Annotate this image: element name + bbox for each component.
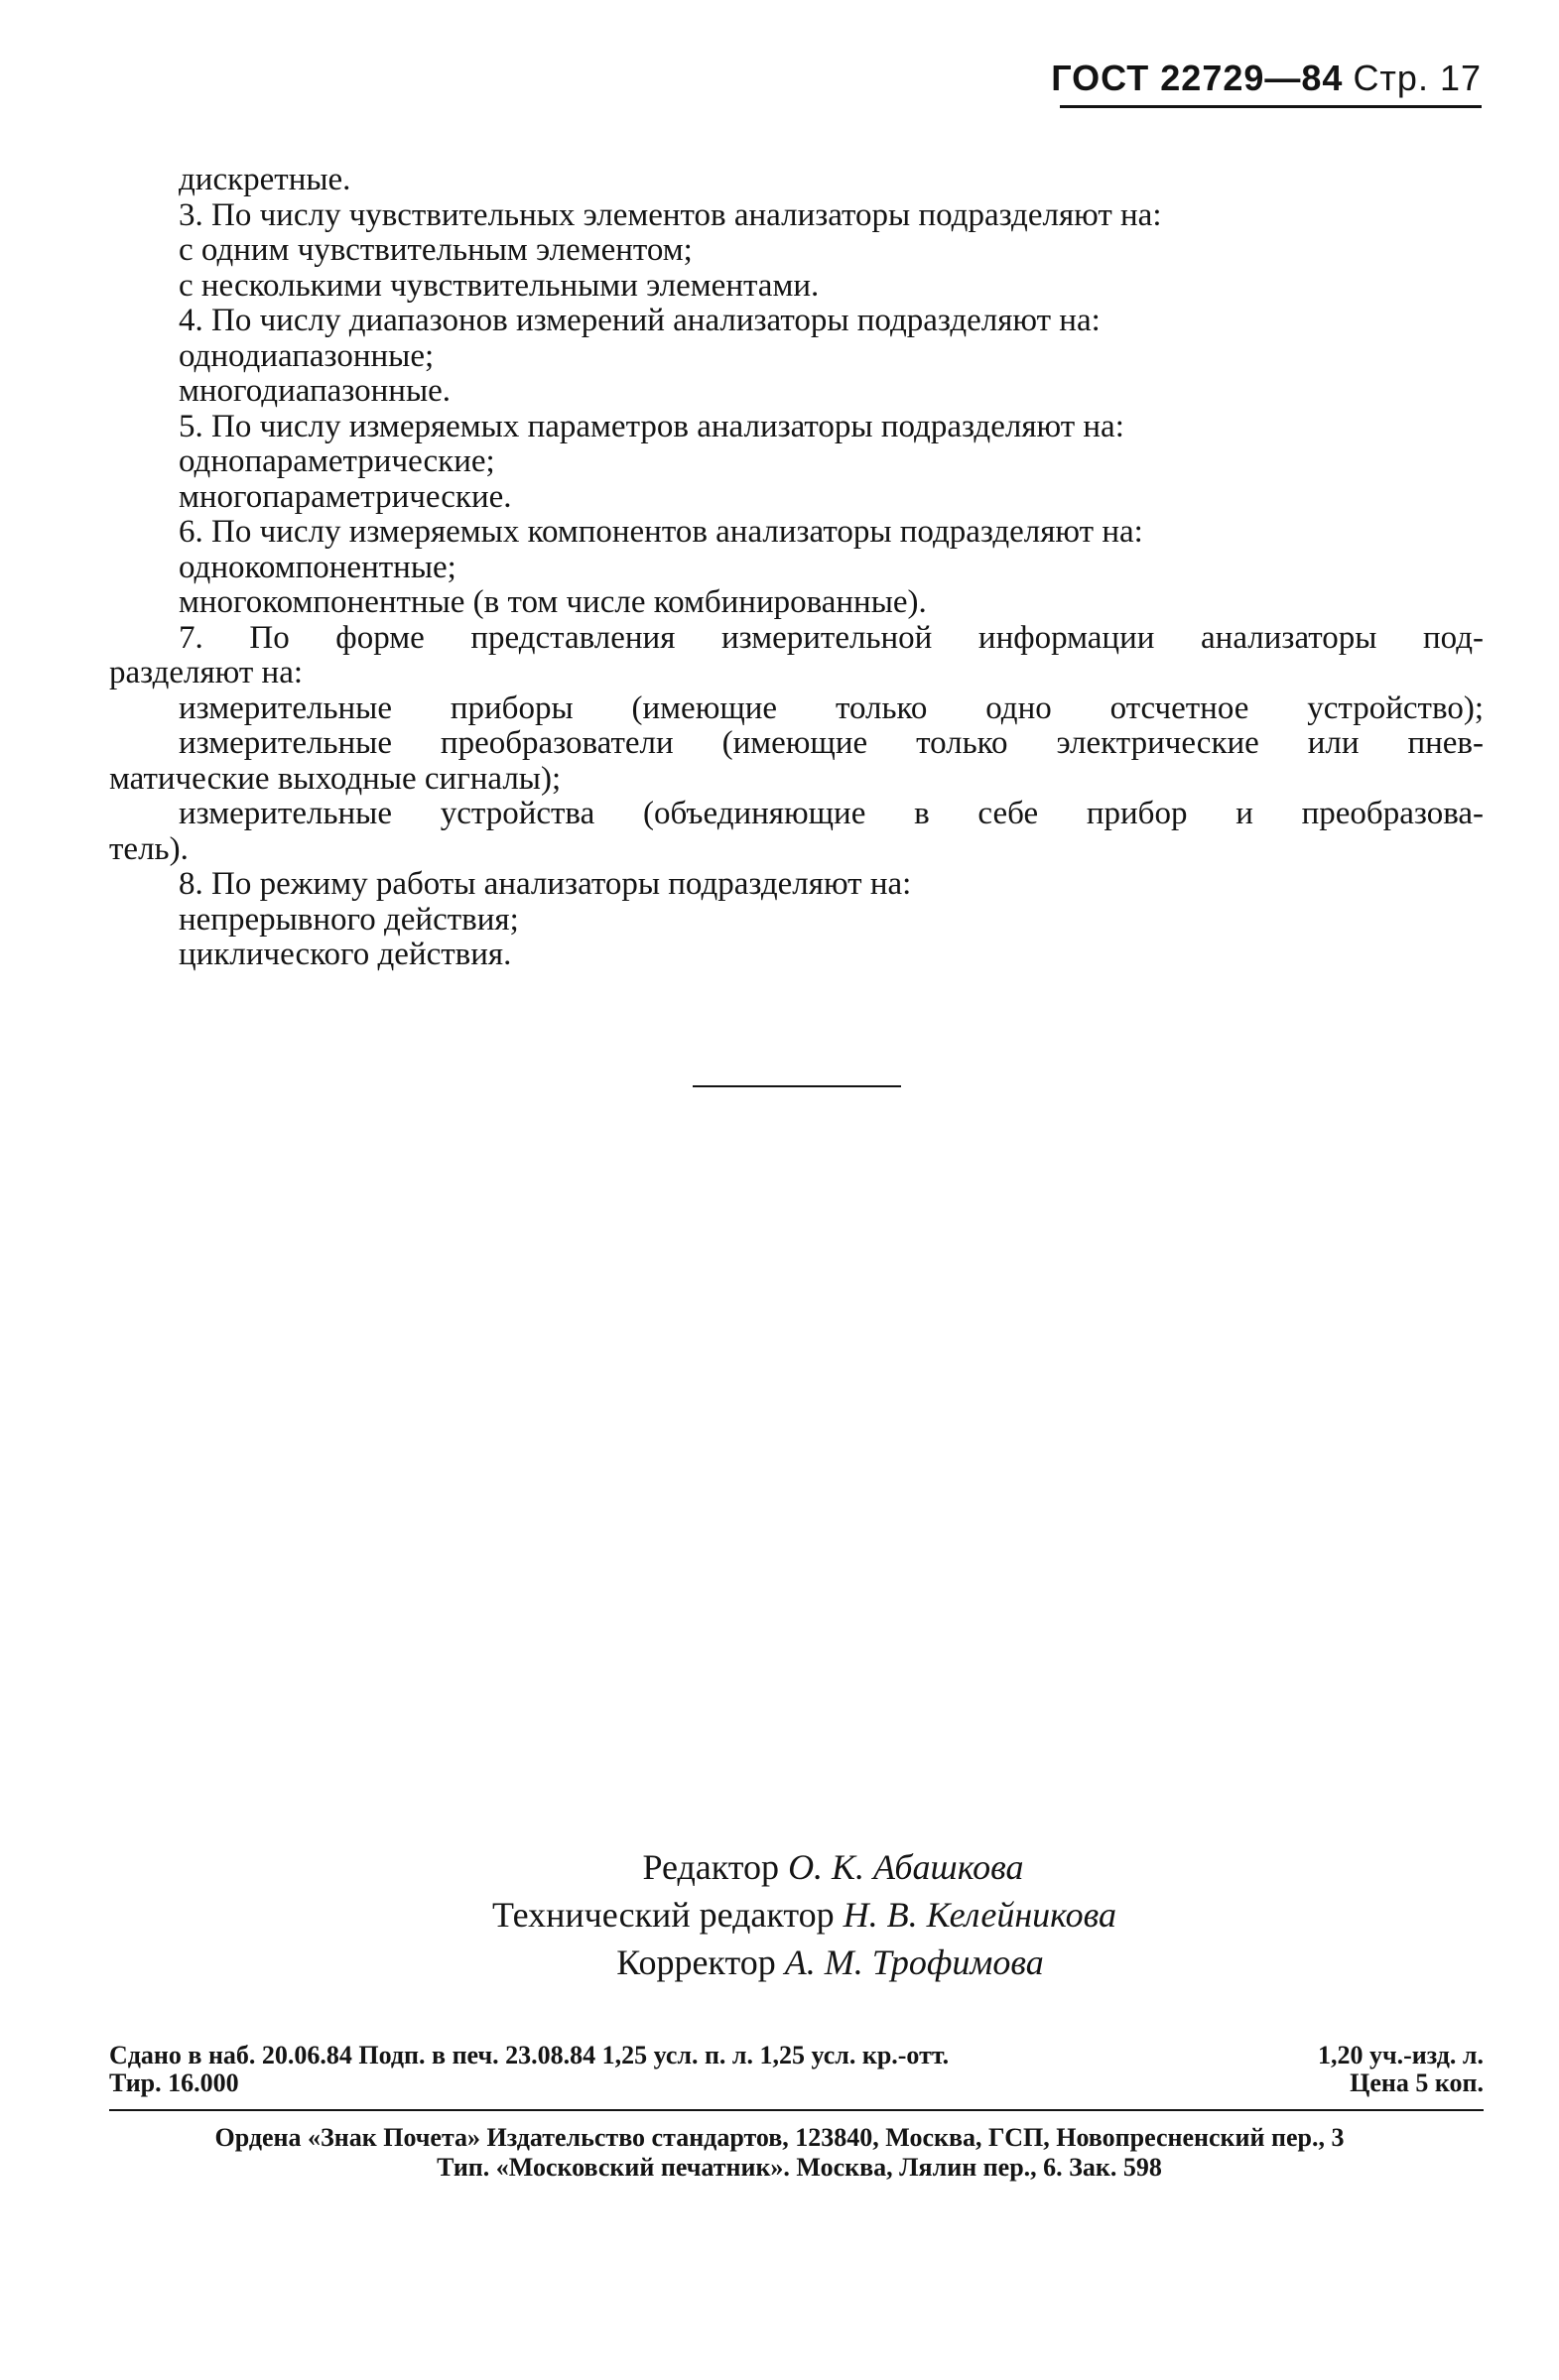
text-line: 8. По режиму работы анализаторы подразделяют на: bbox=[179, 866, 912, 902]
section-divider bbox=[693, 1085, 901, 1087]
print-run: Тир. 16.000 bbox=[109, 2068, 239, 2097]
text-line: тель). bbox=[109, 830, 189, 867]
text-line: измерительные преобразователи (имеющие только электрические или пнев- bbox=[179, 725, 1484, 761]
text-line: с одним чувствительным элементом; bbox=[179, 232, 693, 268]
text-line: измерительные устройства (объединяющие в себе прибор и преобразова- bbox=[179, 796, 1484, 831]
text-line: непрерывного действия; bbox=[179, 901, 519, 938]
print-dates: Сдано в наб. 20.06.84 Подп. в печ. 23.08.84 1,25 усл. п. л. 1,25 усл. кр.-отт. bbox=[109, 2041, 950, 2069]
corrector-name: А. М. Трофимова bbox=[784, 1942, 1044, 1982]
editor-credit bbox=[0, 1843, 1559, 1891]
tech-editor-role: Технический редактор bbox=[491, 1895, 835, 1935]
printer-line: Тип. «Московский печатник». Москва, Лялин пер., 6. Зак. 598 bbox=[437, 2153, 1162, 2182]
text-line: многокомпонентные (в том числе комбинированные). bbox=[179, 584, 927, 620]
page-number: Стр. 17 bbox=[1353, 58, 1482, 98]
publisher-block bbox=[0, 2123, 1559, 2183]
tech-editor-credit bbox=[0, 1891, 1559, 1939]
imprint-row bbox=[109, 2042, 1484, 2069]
publisher-sheets: 1,20 уч.-изд. л. bbox=[1317, 2041, 1484, 2069]
publisher-line: Ордена «Знак Почета» Издательство стандартов, 123840, Москва, ГСП, Новопресненский пер., 3 bbox=[214, 2123, 1345, 2152]
imprint-row bbox=[109, 2069, 1484, 2097]
text-line: циклического действия. bbox=[179, 937, 512, 972]
body-text bbox=[109, 163, 1484, 973]
tech-editor-name: Н. В. Келейникова bbox=[843, 1895, 1117, 1935]
text-line: 4. По числу диапазонов измерений анализаторы подразделяют на: bbox=[179, 303, 1101, 338]
editor-role: Редактор bbox=[642, 1847, 780, 1887]
text-line: 5. По числу измеряемых параметров анализаторы подразделяют на: bbox=[179, 408, 1124, 444]
text-line: однодиапазонные; bbox=[179, 337, 435, 374]
imprint-block bbox=[109, 2042, 1484, 2097]
text-line: многодиапазонные. bbox=[179, 373, 452, 409]
text-line: 7. По форме представления измерительной информации анализаторы под- bbox=[179, 619, 1484, 656]
corrector-role: Корректор bbox=[616, 1942, 776, 1982]
text-line: измерительные приборы (имеющие только одно отсчетное устройство); bbox=[179, 689, 1484, 726]
text-line: разделяют на: bbox=[109, 655, 304, 690]
text-line: многопараметрические. bbox=[179, 478, 512, 515]
header-rule bbox=[1060, 105, 1482, 108]
corrector-credit bbox=[0, 1939, 1559, 1986]
page-header bbox=[1051, 58, 1482, 99]
text-line: 3. По числу чувствительных элементов анализаторы подразделяют на: bbox=[179, 196, 1162, 233]
text-line: 6. По числу измеряемых компонентов анализаторы подразделяют на: bbox=[179, 514, 1143, 550]
standard-number: ГОСТ 22729—84 bbox=[1051, 58, 1344, 98]
price: Цена 5 коп. bbox=[1350, 2068, 1484, 2097]
text-line: дискретные. bbox=[179, 162, 351, 197]
imprint-rule bbox=[109, 2109, 1484, 2111]
text-line: однопараметрические; bbox=[179, 443, 495, 479]
editor-name: О. К. Абашкова bbox=[788, 1847, 1024, 1887]
credits-block bbox=[0, 1843, 1559, 1986]
text-line: матические выходные сигналы); bbox=[109, 760, 562, 797]
text-line: однокомпонентные; bbox=[179, 549, 456, 585]
text-line: с несколькими чувствительными элементами. bbox=[179, 267, 820, 304]
